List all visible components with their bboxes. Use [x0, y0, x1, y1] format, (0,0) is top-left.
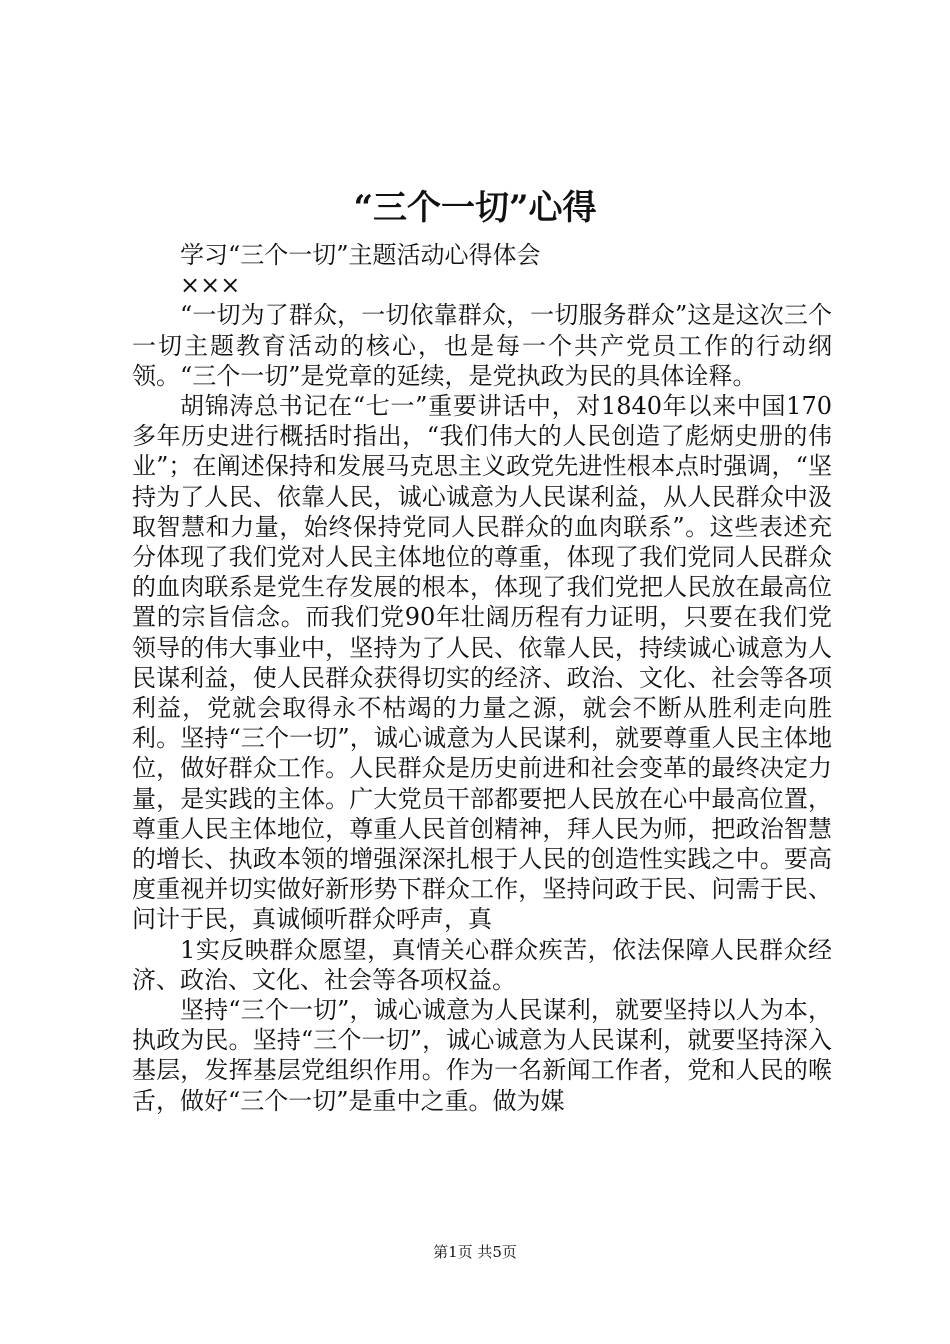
page-footer: 第1页 共5页 [433, 1243, 517, 1261]
paragraph-2: 胡锦涛总书记在“七一”重要讲话中，对1840年以来中国170多年历史进行概括时指出，“我们伟大的人民创造了彪炳史册的伟业”；在阐述保持和发展马克思主义政党先进性根本点时强调，“坚持为了人民、依靠人民，诚心诚意为人民谋利益，从人民群众中汲取智慧和力量，始终保持党同人民群众的血肉联系”。这些表述充分体现了我们党对人民主体地位的尊重，体现了我们党同人民群众的血肉联系是党生存发展的根本，体现了我们党把人民放在最高位置的宗旨信念。而我们党90年壮阔历程有力证明，只要在我们党领导的伟大事业中，坚持为了人民、依靠人民，持续诚心诚意为人民谋利益，使人民群众获得切实的经济、政治、文化、社会等各项利益，党就会取得永不枯竭的力量之源，就会不断从胜利走向胜利。坚持“三个一切”，诚心诚意为人民谋利，就要尊重人民主体地位，做好群众工作。人民群众是历史前进和社会变革的最终决定力量，是实践的主体。广大党员干部都要把人民放在心中最高位置，尊重人民主体地位，尊重人民首创精神，拜人民为师，把政治智慧的增长、执政本领的增强深深扎根于人民的创造性实践之中。要高度重视并切实做好新形势下群众工作，坚持问政于民、问需于民、问计于民，真诚倾听群众呼声，真 [132, 392, 832, 934]
paragraph-4: 坚持“三个一切”，诚心诚意为人民谋利，就要坚持以人为本，执政为民。坚持“三个一切”，诚心诚意为人民谋利，就要坚持深入基层，发挥基层党组织作用。作为一名新闻工作者，党和人民的喉舌，做好“三个一切”是重中之重。做为媒 [132, 996, 832, 1115]
document-body [132, 240, 832, 1116]
paragraph-3: 1实反映群众愿望，真情关心群众疾苦，依法保障人民群众经济、政治、文化、社会等各项权益。 [132, 935, 832, 994]
paragraph-1: “一切为了群众，一切依靠群众，一切服务群众”这是这次三个一切主题教育活动的核心，也是每一个共产党员工作的行动纲领。“三个一切”是党章的延续，是党执政为民的具体诠释。 [132, 301, 832, 390]
document-title: “三个一切”心得 [353, 188, 597, 228]
author-line: ××× [180, 271, 241, 300]
subtitle-line: 学习“三个一切”主题活动心得体会 [180, 241, 541, 269]
